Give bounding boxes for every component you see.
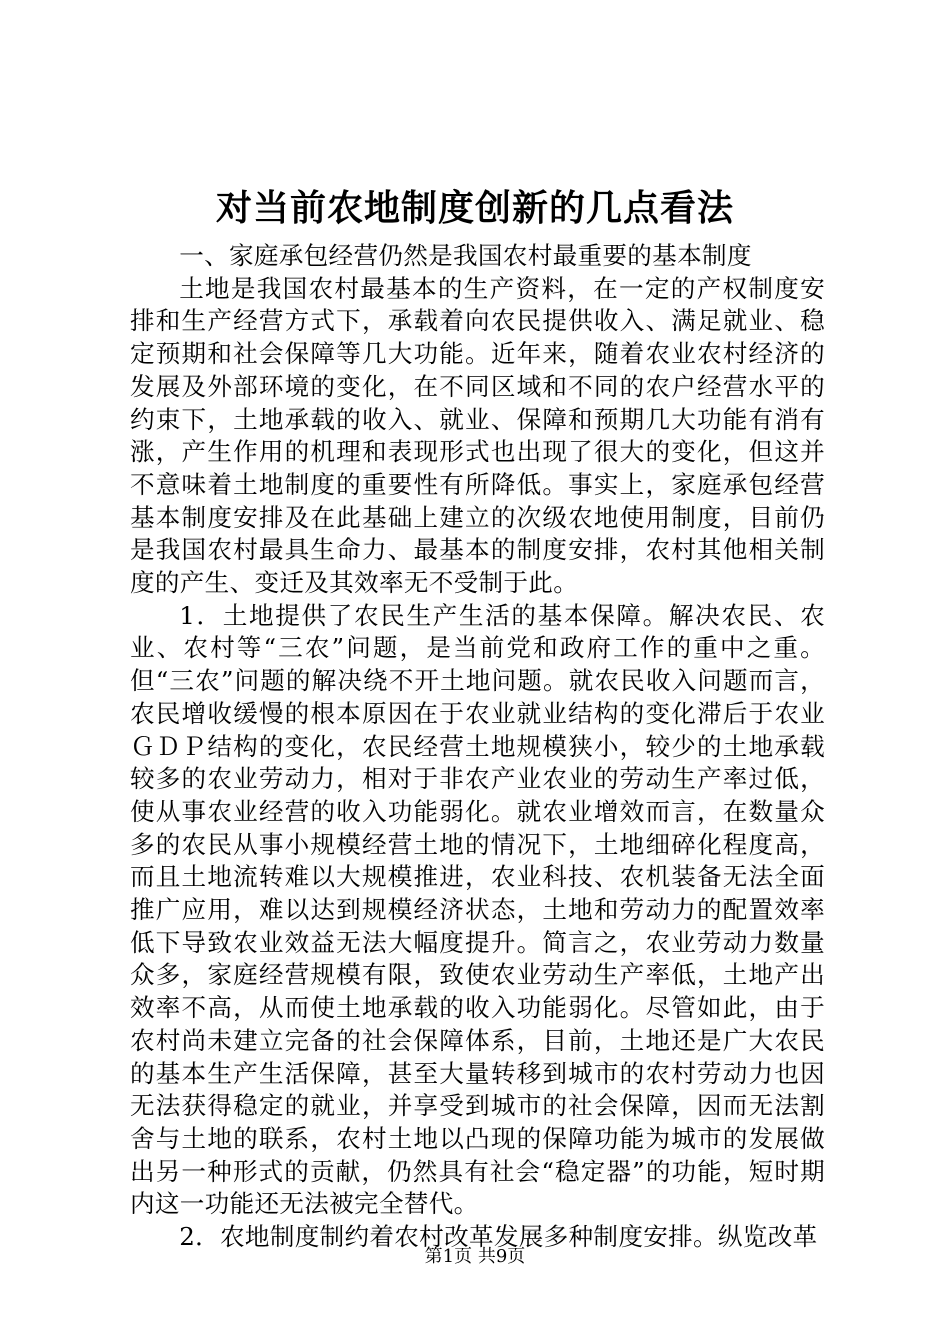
section-heading-1: 一、家庭承包经营仍然是我国农村最重要的基本制度 bbox=[179, 241, 752, 270]
document-body bbox=[130, 240, 825, 1254]
paragraph-point-1: 1．土地提供了农民生产生活的基本保障。解决农民、农业、农村等“三农”问题，是当前党和政府工作的重中之重。但“三农”问题的解决绕不开土地问题。就农民收入问题而言，农民增收缓慢的根本原因在于农业就业结构的变化滞后于农业ＧＤＰ结构的变化，农民经营土地规模狭小，较少的土地承载较多的农业劳动力，相对于非农产业农业的劳动生产率过低，使从事农业经营的收入功能弱化。就农业增效而言，在数量众多的农民从事小规模经营土地的情况下，土地细碎化程度高，而且土地流转难以大规模推进，农业科技、农机装备无法全面推广应用，难以达到规模经济状态，土地和劳动力的配置效率低下导致农业效益无法大幅度提升。简言之，农业劳动力数量众多，家庭经营规模有限，致使农业劳动生产率低，土地产出效率不高，从而使土地承载的收入功能弱化。尽管如此，由于农村尚未建立完备的社会保障体系，目前，土地还是广大农民的基本生产生活保障，甚至大量转移到城市的农村劳动力也因无法获得稳定的就业，并享受到城市的社会保障，因而无法割舍与土地的联系，农村土地以凸现的保障功能为城市的发展做出另一种形式的贡献，仍然具有社会“稳定器”的功能，短时期内这一功能还无法被完全替代。 bbox=[130, 600, 825, 1219]
paragraph-intro: 土地是我国农村最基本的生产资料，在一定的产权制度安排和生产经营方式下，承载着向农民提供收入、满足就业、稳定预期和社会保障等几大功能。近年来，随着农业农村经济的发展及外部环境的变化，在不同区域和不同的农户经营水平的约束下，土地承载的收入、就业、保障和预期几大功能有消有涨，产生作用的机理和表现形式也出现了很大的变化，但这并不意味着土地制度的重要性有所降低。事实上，家庭承包经营基本制度安排及在此基础上建立的次级农地使用制度，目前仍是我国农村最具生命力、最基本的制度安排，农村其他相关制度的产生、变迁及其效率无不受制于此。 bbox=[130, 273, 825, 598]
page-footer: 第1页 共9页 bbox=[424, 1246, 526, 1267]
document-title: 对当前农地制度创新的几点看法 bbox=[215, 187, 734, 229]
paragraph-point-2: 2．农地制度制约着农村改革发展多种制度安排。纵览改革 bbox=[179, 1222, 818, 1252]
